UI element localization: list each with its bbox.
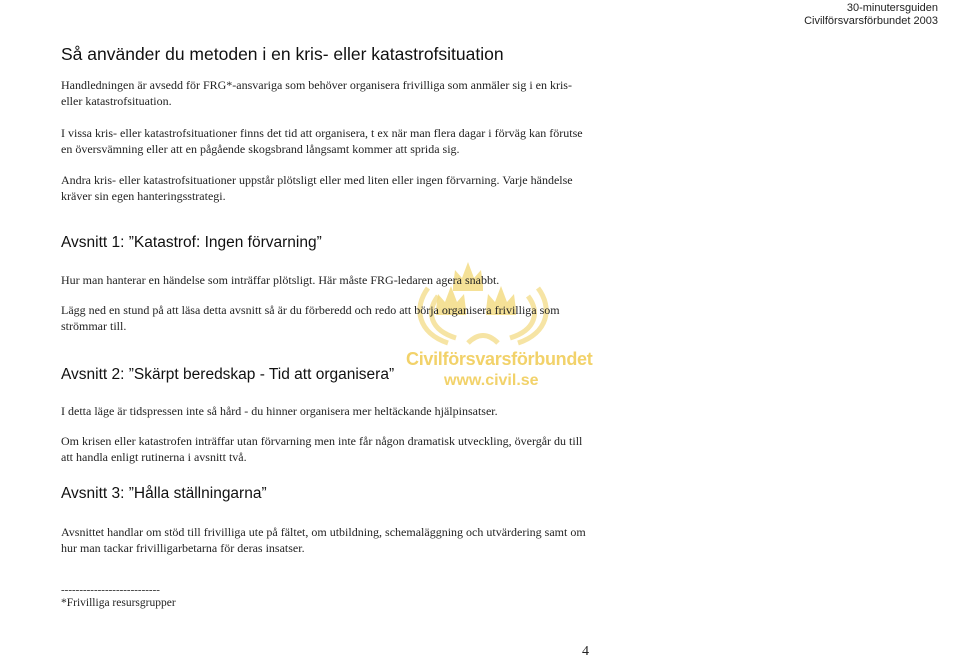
section-2-heading: Avsnitt 2: ”Skärpt beredskap - Tid att organisera” bbox=[61, 366, 395, 383]
footnote-separator: --------------------------- bbox=[61, 584, 160, 596]
section-3-heading: Avsnitt 3: ”Hålla ställningarna” bbox=[61, 485, 267, 502]
page-title: Så använder du metoden i en kris- eller katastrofsituation bbox=[61, 44, 504, 64]
section-1-heading: Avsnitt 1: ”Katastrof: Ingen förvarning” bbox=[61, 234, 322, 251]
watermark-organization-name: Civilförsvarsförbundet bbox=[406, 349, 593, 369]
footnote: *Frivilliga resursgrupper bbox=[61, 597, 176, 609]
page-number: 4 bbox=[582, 644, 589, 659]
section-3-paragraph: Avsnittet handlar om stöd till frivilliga ute på fältet, om utbildning, schemaläggning och utvärdering samt om hur man tackar frivilligarbetarna för deras insatser. bbox=[61, 525, 586, 555]
page-header bbox=[804, 2, 938, 28]
intro-paragraph: Andra kris- eller katastrofsituationer uppstår plötsligt eller med liten eller ingen förvarning. Varje händelse kräver sin egen hanteringsstrategi. bbox=[61, 173, 573, 203]
intro-paragraph: I vissa kris- eller katastrofsituationer finns det tid att organisera, t ex när man flera dagar i förväg kan förutse en översvämning eller att en pågående skogsbrand långsamt kommer att sprida sig. bbox=[61, 126, 583, 156]
section-2-paragraph: I detta läge är tidspressen inte så hård - du hinner organisera mer heltäckande hjälpinsatser. bbox=[61, 404, 498, 418]
watermark-url: www.civil.se bbox=[444, 372, 539, 389]
section-2-paragraph: Om krisen eller katastrofen inträffar utan förvarning men inte får någon dramatisk utveckling, övergår du till att handla enligt rutinerna i avsnitt två. bbox=[61, 434, 583, 464]
header-guide-title: 30-minutersguiden bbox=[846, 2, 938, 14]
intro-paragraph: Handledningen är avsedd för FRG*-ansvariga som behöver organisera frivilliga som anmäler sig i en kris- eller katastrofsituation. bbox=[61, 78, 572, 108]
section-1-paragraph: Hur man hanterar en händelse som inträffar plötsligt. Här måste FRG-ledaren agera snabbt. bbox=[61, 273, 500, 287]
section-1-paragraph: Lägg ned en stund på att läsa detta avsnitt så är du förberedd och redo att börja organisera frivilliga som strömmar till. bbox=[61, 303, 560, 333]
header-organization: Civilförsvarsförbundet 2003 bbox=[804, 15, 938, 27]
